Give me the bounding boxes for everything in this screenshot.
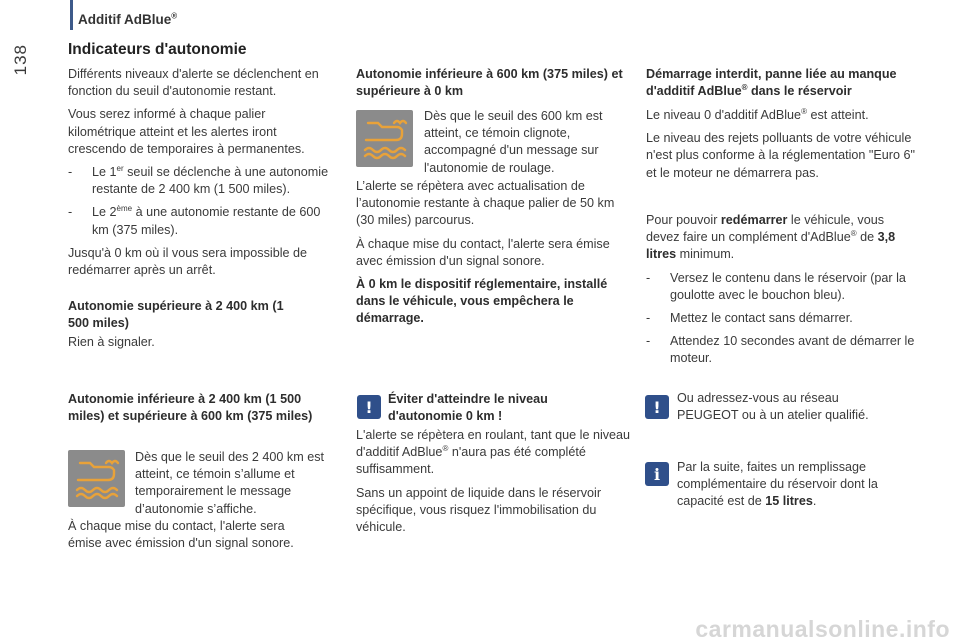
threshold-2400-text: Dès que le seuil des 2 400 km est atteint, ce témoin s’allume et temporairement le message d’autonomie s’affiche.	[135, 450, 325, 516]
svg-text:!: !	[653, 398, 661, 417]
heading-start-prohibited: Démarrage interdit, panne liée au manque d'additif AdBlue® dans le réservoir	[646, 67, 897, 99]
adblue-warning-icon	[68, 450, 125, 507]
emissions-text: Le niveau des rejets polluants de votre véhicule n'est plus conforme à la réglementation "Euro 6" et le moteur ne démarrera pas.	[646, 131, 915, 180]
warning-badge-icon	[357, 395, 381, 419]
adblue-warning-icon-graphic	[68, 450, 125, 507]
bullet-threshold-1: - Le 1er seuil se déclenche à une autonomie restante de 2 400 km (1 500 miles).	[68, 163, 329, 197]
warning-text-rolling: L'alerte se répètera en roulant, tant que le niveau d'additif AdBlue® n'aura pas été complété suffisamment.	[356, 428, 631, 477]
watermark: carmanualsonline.info	[695, 615, 950, 642]
page-number: 138	[11, 44, 30, 76]
dealer-network-text: Ou adressez-vous au réseau PEUGEOT ou à un atelier qualifié.	[677, 391, 869, 423]
zero-km-paragraph: Jusqu'à 0 km où il vous sera impossible de redémarrer après un arrêt.	[68, 245, 308, 278]
info-badge-icon	[645, 462, 669, 486]
step-2: - Mettez le contact sans démarrer.	[646, 311, 853, 326]
column-3-steps	[646, 212, 918, 374]
adblue-warning-icon-graphic	[356, 110, 413, 167]
column-1	[68, 66, 330, 285]
svg-text:i: i	[653, 465, 661, 484]
intro-paragraph-1: Différents niveaux d'alerte se déclenchent en fonction du seuil d'autonomie restant.	[68, 67, 319, 99]
exclamation-icon	[357, 395, 381, 419]
heading-range-above-2400: Autonomie supérieure à 2 400 km (1 500 miles)	[68, 299, 284, 331]
zero-km-block-text: À 0 km le dispositif réglementaire, installé dans le véhicule, vous empêchera le démarrage.	[356, 277, 608, 326]
step-3: - Attendez 10 secondes avant de démarrer le moteur.	[646, 334, 915, 366]
page-title: Indicateurs d'autonomie	[68, 41, 247, 58]
refill-capacity-text: Par la suite, faites un remplissage complémentaire du réservoir dont la capacité est de 15 litres.	[677, 460, 878, 509]
column-2-warning-body	[356, 427, 632, 542]
heading-range-600-0: Autonomie inférieure à 600 km (375 miles) et supérieure à 0 km	[356, 67, 623, 99]
column-2-body	[356, 178, 632, 334]
threshold-600-text: Dès que le seuil des 600 km est atteint, ce témoin clignote, accompagné d'un message sur l'autonomie de roulage.	[424, 109, 603, 175]
warning-title: Éviter d'atteindre le niveau d'autonomie 0 km !	[388, 392, 548, 424]
intro-paragraph-2: Vous serez informé à chaque palier kilométrique atteint et les alertes iront crescendo de temporaires à permanentes.	[68, 107, 305, 156]
ignition-alert-text-2: À chaque mise du contact, l'alerte sera émise avec émission d'un signal sonore.	[356, 236, 610, 268]
info-icon	[645, 462, 669, 486]
ignition-alert-text-1: À chaque mise du contact, l'alerte sera émise avec émission d'un signal sonore.	[68, 519, 294, 551]
nothing-to-report: Rien à signaler.	[68, 335, 155, 349]
warning-badge-icon	[645, 395, 669, 419]
repeat-alert-text: L’alerte se répètera avec actualisation de l’autonomie restante à chaque palier de 50 km (30 miles) parcourus.	[356, 179, 615, 228]
restart-instructions: Pour pouvoir redémarrer le véhicule, vous devez faire un complément d'AdBlue® de 3,8 litres minimum.	[646, 213, 896, 262]
svg-text:!: !	[365, 398, 373, 417]
section-header: Additif AdBlue®	[78, 11, 178, 27]
exclamation-icon	[645, 395, 669, 419]
step-1: - Versez le contenu dans le réservoir (par la goulotte avec le bouchon bleu).	[646, 270, 906, 302]
column-3-body	[646, 107, 918, 188]
immobilisation-text: Sans un appoint de liquide dans le réservoir spécifique, vous risquez l'immobilisation du véhicule.	[356, 485, 602, 535]
level-zero-text: Le niveau 0 d'additif AdBlue® est atteint.	[646, 106, 869, 122]
sidebar-accent-line	[70, 0, 73, 30]
adblue-warning-icon	[356, 110, 413, 167]
bullet-threshold-2: - Le 2ème à une autonomie restante de 600 km (375 miles).	[68, 204, 321, 237]
heading-range-2400-600: Autonomie inférieure à 2 400 km (1 500 miles) et supérieure à 600 km (375 miles)	[68, 392, 313, 424]
